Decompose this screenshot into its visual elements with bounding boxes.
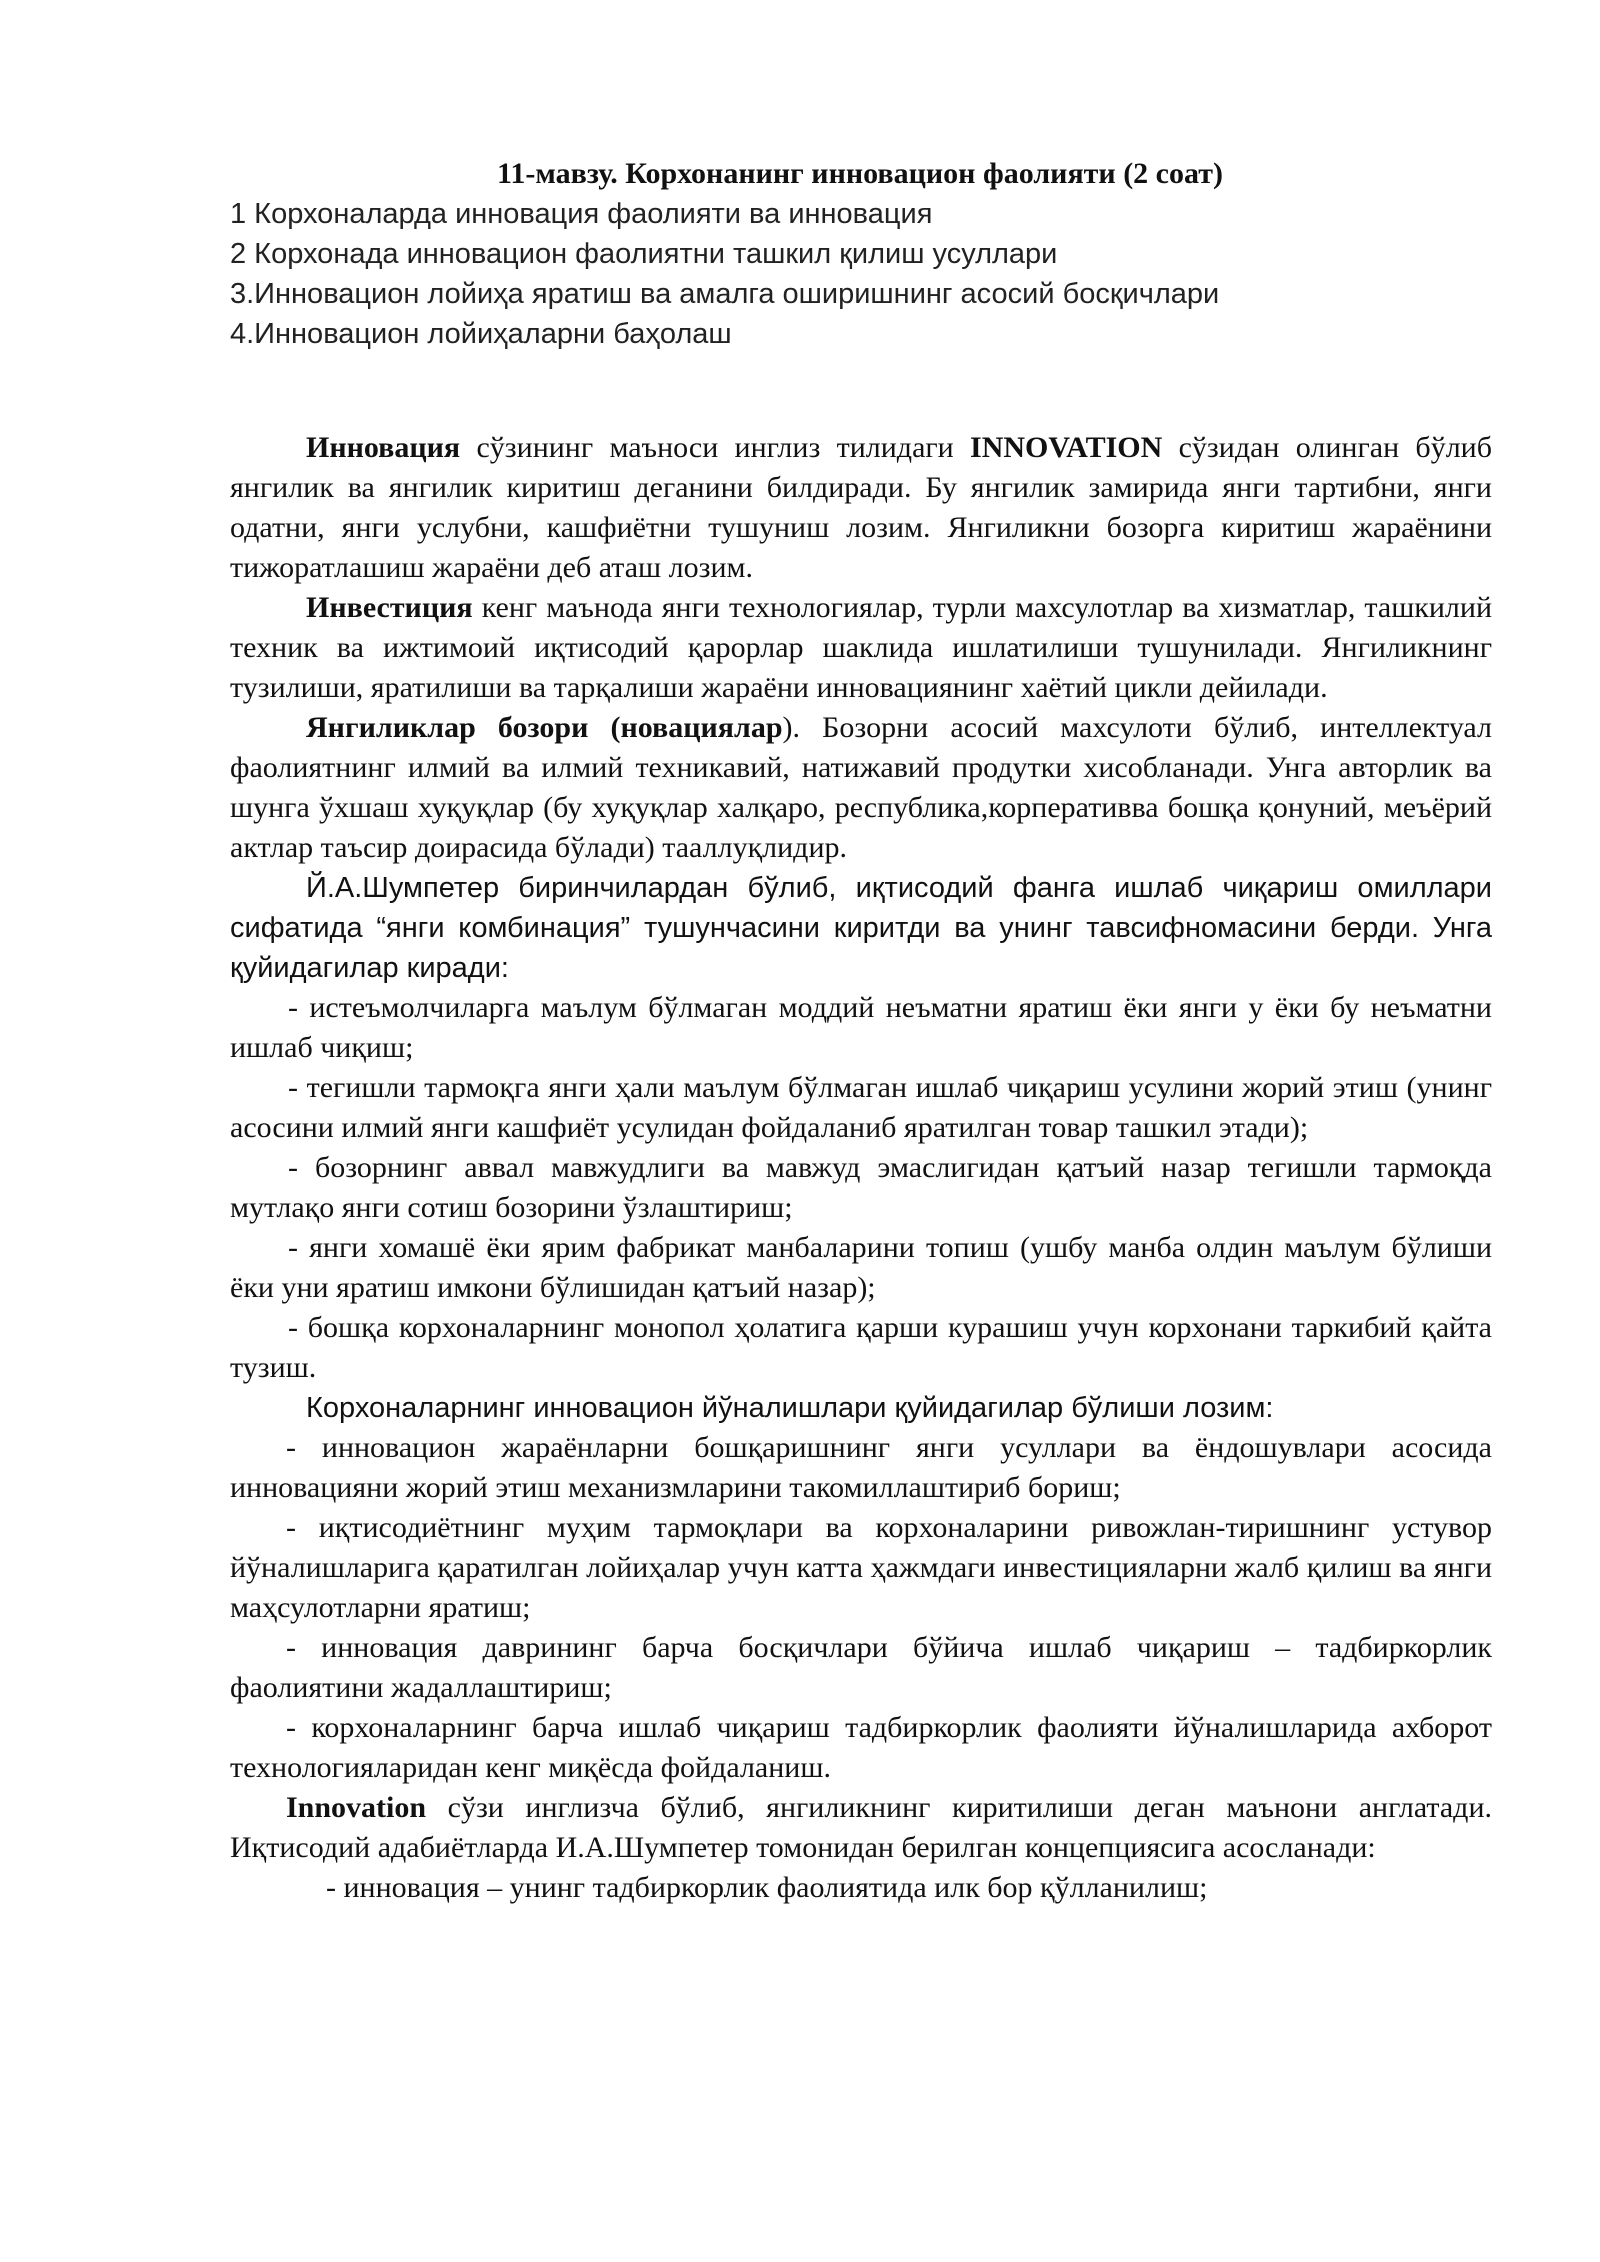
document-title: 11-мавзу. Корхонанинг инновацион фаолияти (2 соат) [497,157,1223,190]
list-item: - янги хомашё ёки ярим фабрикат манбаларини топиш (ушбу манба олдин маълум бўлиши ёки уни яратиш имкони бўлишидан қатъий назар); [230,1231,1492,1304]
term-investment: Инвестиция [306,591,473,624]
list-item: - бошқа корхоналарнинг монопол ҳолатига қарши курашиш учун корхонани таркибий қайта тузиш. [230,1311,1492,1384]
outline-item: 4.Инновацион лойиҳаларни баҳолаш [230,318,732,350]
paragraph-text: сўзидан олинган бўлиб янгилик ва янгилик киритиш деганини билдиради. Бу янгилик замирида янги тартибни, янги одатни, янги услубни, кашфиётни тушуниш лозим. Янгиликни бозорга киритиш жараёнини тижоратлашиш жараёни деб аташ лозим. [230,431,1492,584]
term-innovations-market: Янгиликлар бозори (новациялар [306,711,783,744]
paragraph-innovations-market [230,708,1492,868]
paragraph-schumpeter: Й.А.Шумпетер биринчилардан бўлиб, иқтисодий фанга ишлаб чиқариш омиллари сифатида “янги комбинация” тушунчасини киритди ва унинг тавсифномасини берди. Унга қуйидагилар киради: [230,872,1492,984]
list-item: - тегишли тармоқга янги ҳали маълум бўлмаган ишлаб чиқариш усулини жорий этиш (унинг асосини илмий янги кашфиёт усулидан фойдаланиб яратилган товар ташкил этади); [230,1071,1492,1144]
outline-item: 2 Корхонада инновацион фаолиятни ташкил қилиш усуллари [230,238,1058,270]
paragraph-text: сўзи инглизча бўлиб, янгиликнинг киритилиши деган маънони англатади. Иқтисодий адабиётларда И.А.Шумпетер томонидан берилган концепциясига асосланади: [230,1791,1492,1864]
paragraph-text: сўзининг маъноси инглиз тилидаги [460,431,971,464]
topic-outline [230,194,1490,354]
term-innovation: Инновация [306,431,461,464]
paragraph-directions: Корхоналарнинг инновацион йўналишлари қуйидагилар бўлиши лозим: [306,1392,1274,1424]
term-innovation-en: Innovation [286,1791,427,1824]
paragraph-innovation [230,428,1492,588]
list-item: - иқтисодиётнинг муҳим тармоқлари ва корхоналарини ривожлан-тиришнинг устувор йўналишларига қаратилган лойиҳалар учун катта ҳажмдаги инвестицияларни жалб қилиш ва янги маҳсулотларни яратиш; [230,1511,1492,1624]
term-innovation-en: INNOVATION [970,431,1163,464]
list-item: - инновацион жараёнларни бошқаришнинг янги усуллари ва ёндошувлари асосида инновацияни жорий этиш механизмларини такомиллаштириб бориш; [230,1431,1492,1504]
list-item: - инновация даврининг барча босқичлари бўйича ишлаб чиқариш – тадбиркорлик фаолиятини жадаллаштириш; [230,1631,1492,1704]
list-item: - инновация – унинг тадбиркорлик фаолиятида илк бор қўлланилиш; [326,1871,1208,1904]
paragraph-investment [230,588,1492,708]
paragraph-innovation-en [230,1788,1492,1868]
list-item: - истеъмолчиларга маълум бўлмаган моддий неъматни яратиш ёки янги у ёки бу неъматни ишлаб чиқиш; [230,991,1492,1064]
list-item: - бозорнинг аввал мавжудлиги ва мавжуд эмаслигидан қатъий назар тегишли тармоқда мутлақо янги сотиш бозорини ўзлаштириш; [230,1151,1492,1224]
paragraph-text: кенг маънода янги технологиялар, турли махсулотлар ва хизматлар, ташкилий техник ва ижтимоий иқтисодий қарорлар шаклида ишлатилиши тушунилади. Янгиликнинг тузилиши, яратилиши ва тарқалиши жараёни инновациянинг хаётий цикли дейилади. [230,591,1492,704]
paragraph-text: ). Бозорни асосий махсулоти бўлиб, интеллектуал фаолиятнинг илмий ва илмий техникавий, натижавий продутки хисобланади. Унга авторлик ва шунга ўхшаш хуқуқлар (бу хуқуқлар халқаро, республика,корпеpативва бошқа қонуний, меъёрий актлар таъсир доирасида бўлади) тааллуқлидир. [230,711,1492,864]
list-item: - корхоналарнинг барча ишлаб чиқариш тадбиркорлик фаолияти йўналишларида ахборот технологияларидан кенг миқёсда фойдаланиш. [230,1711,1492,1784]
outline-item: 3.Инновацион лойиҳа яратиш ва амалга оширишнинг асосий босқичлари [230,278,1220,310]
body-text [230,428,1492,1908]
outline-item: 1 Корхоналарда инновация фаолияти ва инновация [230,198,933,230]
